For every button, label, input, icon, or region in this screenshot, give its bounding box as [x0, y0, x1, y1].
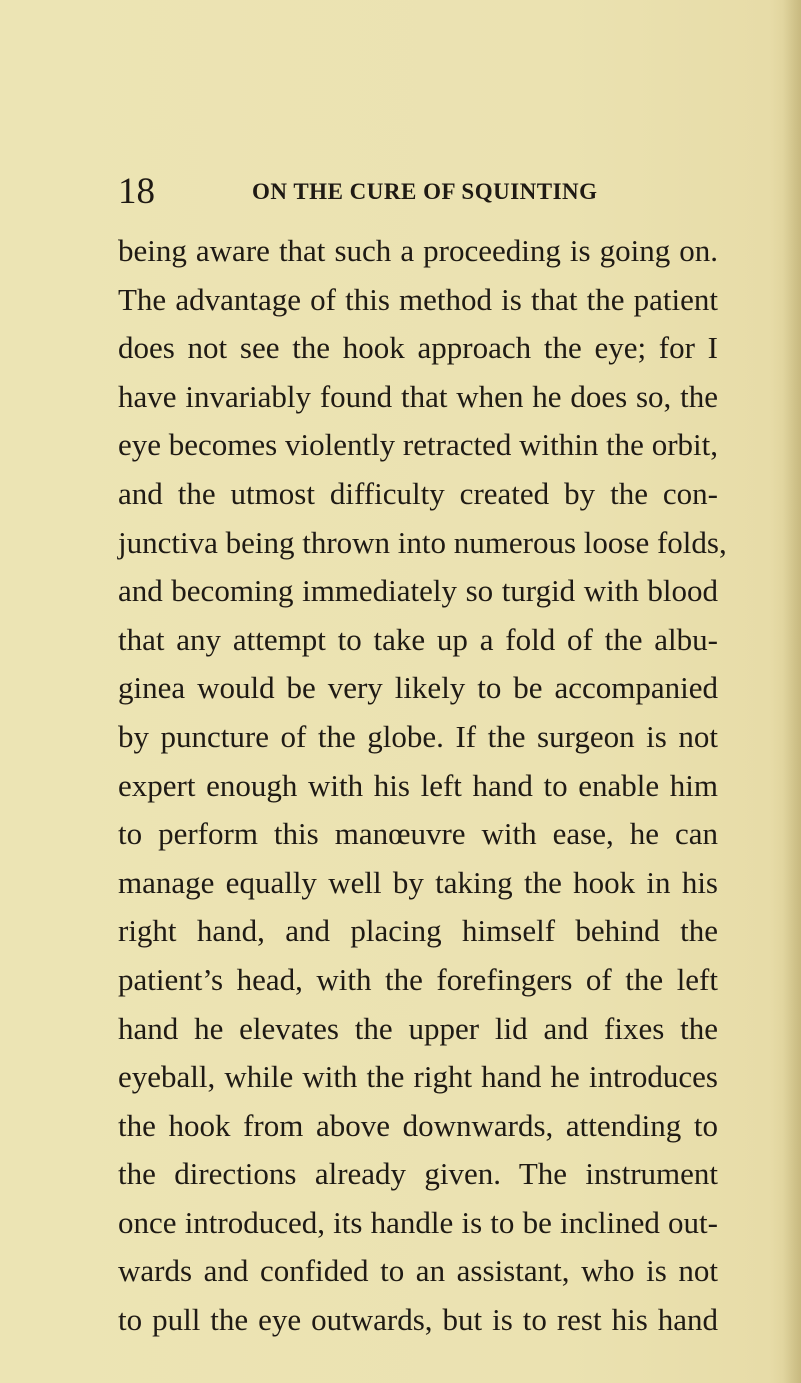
text-line: that any attempt to take up a fold of the albu-	[118, 621, 718, 657]
text-line: hand he elevates the upper lid and fixes the	[118, 1010, 718, 1046]
text-line: have invariably found that when he does so, the	[118, 378, 718, 414]
text-line: The advantage of this method is that the patient	[118, 281, 718, 317]
text-line: ginea would be very likely to be accompanied	[118, 670, 718, 706]
text-line: to pull the eye outwards, but is to rest his hand	[118, 1302, 718, 1338]
text-line: right hand, and placing himself behind the	[118, 913, 718, 949]
page-header	[118, 170, 718, 214]
running-head: ON THE CURE OF SQUINTING	[252, 179, 598, 204]
text-line: the hook from above downwards, attending to	[118, 1107, 718, 1143]
text-line: manage equally well by taking the hook in his	[118, 864, 718, 900]
text-line: eyeball, while with the right hand he introduces	[118, 1059, 718, 1095]
text-line: does not see the hook approach the eye; for I	[118, 330, 718, 366]
text-line: junctiva being thrown into numerous loose folds,	[118, 524, 727, 560]
text-line: being aware that such a proceeding is going on.	[118, 233, 718, 268]
text-line: expert enough with his left hand to enable him	[118, 767, 718, 803]
text-line: by puncture of the globe. If the surgeon is not	[118, 718, 718, 754]
text-line: wards and confided to an assistant, who is not	[118, 1253, 718, 1289]
text-line: patient’s head, with the forefingers of the left	[118, 961, 718, 997]
text-line: to perform this manœuvre with ease, he can	[118, 816, 718, 852]
page-edge-shadow	[783, 0, 801, 1383]
text-line: once introduced, its handle is to be inclined out-	[118, 1204, 718, 1240]
body-text	[118, 227, 727, 1345]
text-line: the directions already given. The instrument	[118, 1156, 718, 1192]
text-line: eye becomes violently retracted within the orbit,	[118, 427, 718, 463]
text-line: and becoming immediately so turgid with blood	[118, 573, 718, 609]
page-number: 18	[118, 171, 155, 212]
text-line: and the utmost difficulty created by the con-	[118, 475, 718, 511]
